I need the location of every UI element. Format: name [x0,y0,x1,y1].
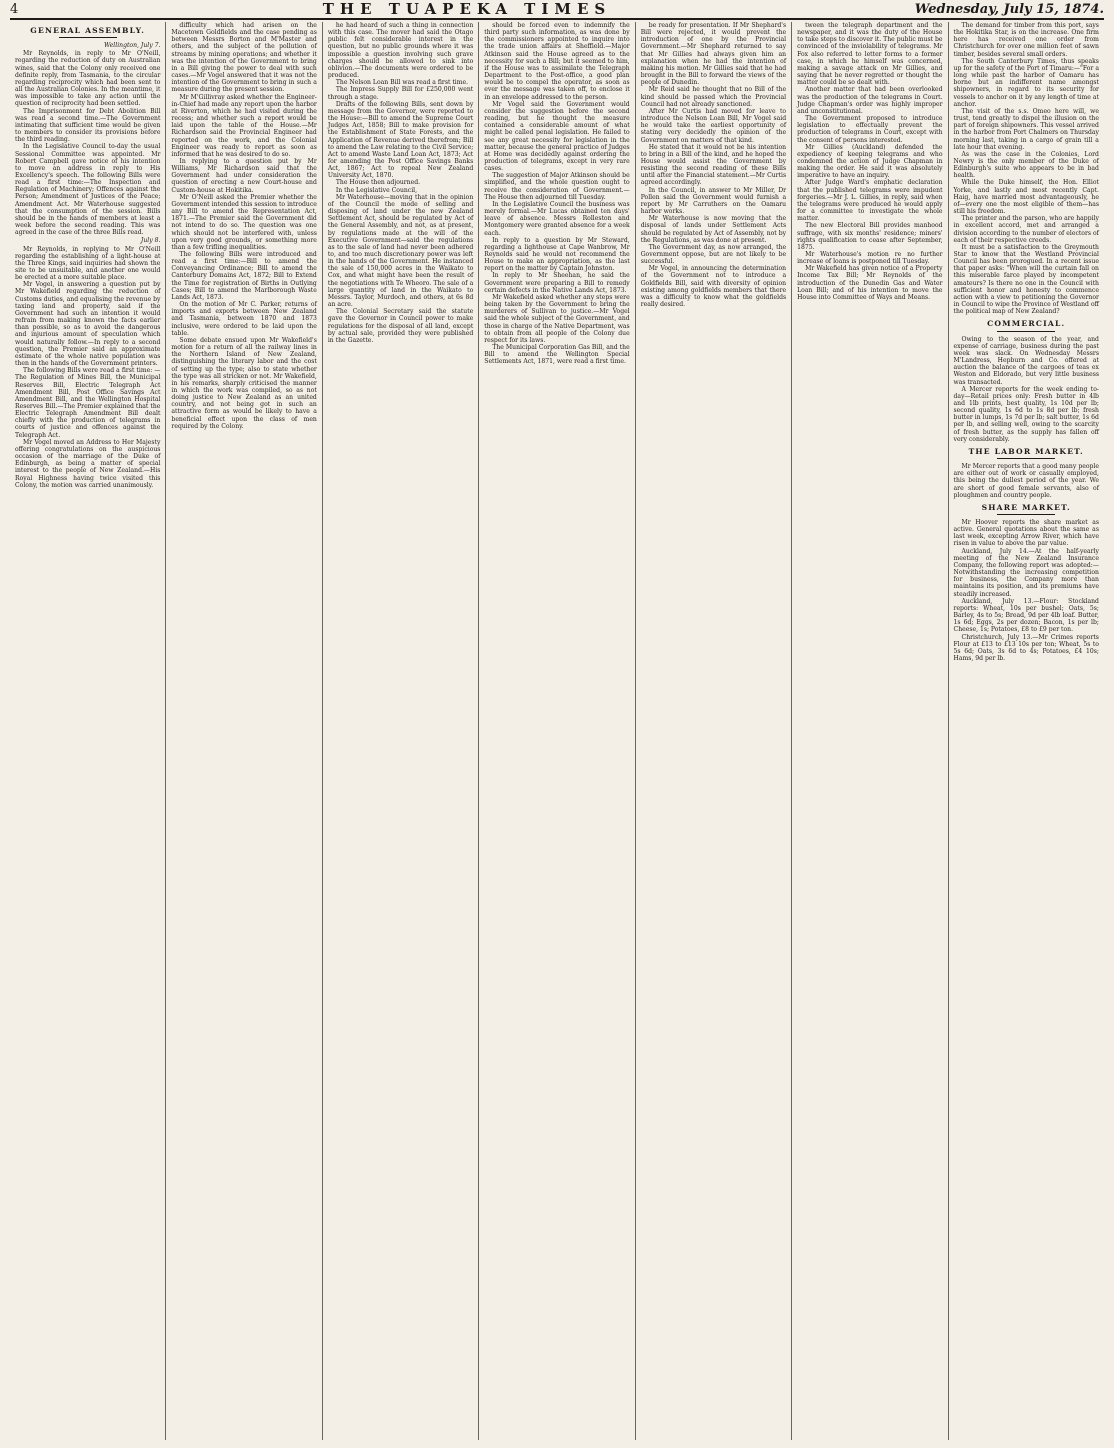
article-paragraph: Mr Gillies (Auckland) defended the expediency of keeping telegrams and who condemned the action of Judge Chapman in making the order. He said it was absolutely imperative to have an inquiry. [797,143,943,180]
dateline: July 8. [140,237,161,245]
article-paragraph: Mr O'Neill asked the Premier whether the Government intended this session to introduce any Bill to amend the Representation Act, 1871.—The Premier said the Government did not intend to do so. The question was one which should not be interfered with, unless upon very good grounds, or something more than a few trifling inequalities. [171,193,317,251]
article-paragraph: Mr Vogel moved an Address to Her Majesty offering congratulations on the auspicious occasion of the marriage of the Duke of Edinburgh, as being a matter of special interest to the people of New Zealand.—His Royal Highness having twice visited this Colony, the motion was carried unanimously. [15,438,161,489]
article-paragraph: Mr Hoover reports the share market as active. General quotations about the same as last week, excepting Arrow River, which have risen in value to above the par value. [953,519,1099,548]
article-paragraph: On the motion of Mr C. Parker, returns of imports and exports between New Zealand and Tasmania, between 1870 and 1873 inclusive, were ordered to be laid upon the table. [171,301,317,337]
article-paragraph: After Judge Ward's emphatic declaration that the published telegrams were impudent forgeries.—Mr J. L. Gillies, in reply, said when the telegrams were produced he would apply for a committee to investigate the whole matter. [797,179,943,223]
article-paragraph: difficulty which had arisen on the Macetown Goldfields and the case pending as between Messrs Borton and M'Master and others, and the subject of the pollution of streams by mining operations; and whether it was the intention of the Government to bring in a Bill giving the power to deal with such cases.—Mr Vogel answered that it was not the intention of the Government to bring in such a measure during the present session. [171,22,317,94]
section-heading-commercial: COMMERCIAL. [954,320,1099,331]
article-paragraph: In reply to a question by Mr Steward, regarding a lighthouse at Cape Wanbrow, Mr Reynolds said he would not recommend the House to make an appropriation, as the last report on the matter by Captain Johnston. [484,236,630,273]
article-paragraph: In the Legislative Council, [335,186,418,194]
issue-date: Wednesday, July 15, 1874. [914,1,1104,17]
article-paragraph: After Mr Curtis had moved for leave to introduce the Nelson Loan Bill, Mr Vogel said he would take the earliest opportunity of stating very decidedly the opinion of the Government on matters of that kind. [640,107,787,144]
column-7 [949,22,1104,1440]
article-paragraph: tween the telegraph department and the newspaper, and it was the duty of the House to take steps to discover it. The public must be convinced of the inviolability of telegrams. Mr Fox also referred to letter forms to a former case, in which he himself was concerned, making a savage attack on Mr Gillies, and saying that he never regretted or thought the matter could be so dealt with. [797,22,943,87]
article-paragraph: Mr M'Gillivray asked whether the Engineer-in-Chief had made any report upon the harbor at Riverton, which he had visited during the recess; and whether such a report would be laid upon the table of the House.—Mr Richardson said the Provincial Engineer had reported on the work, and the Colonial Engineer was ready to report as soon as informed that he was desired to do so. [171,93,317,158]
article-paragraph: Mr Wakefield asked whether any steps were being taken by the Government to bring the murderers of Sullivan to justice.—Mr Vogel said the whole subject of the Government, and those in charge of the Native Department, was to obtain from all people of the Colony due respect for its laws. [484,293,630,344]
column-6 [792,22,948,1440]
column-5 [636,22,792,1440]
article-paragraph: The printer and the parson, who are happily in excellent accord, met and arranged a division according to the number of electors of each of their respective creeds. [953,215,1099,244]
article-paragraph: While the Duke himself, the Hon. Elliot Yorke, and lastly and most recently Capt. Haig, have married most advantageously, he of—every one the most eligible of them—has still his freedom. [953,179,1099,216]
article-paragraph: The visit of the s.s. Omeo here will, we trust, tend greatly to dispel the illusion on the part of foreign shipowners. This vessel arrived in the harbor from Port Chalmers on Thursday morning last, taking in a cargo of grain till a late hour that evening. [953,107,1099,151]
article-paragraph: Mr Vogel, in answering a question put by Mr Wakefield regarding the reduction of Customs duties, and equalising the revenue by taxing land and property, said if the Government had such an intention it would refrain from making known the facts earlier than possible, so as to avoid the dangerous and injurious amount of speculation which would naturally follow.—In reply to a second question, the Premier said an approximate estimate of the whole native population was then in the hands of the Government printers. [15,281,161,368]
article-paragraph: The Government day, as now arranged, the Government oppose, but are not likely to be successful. [640,243,787,266]
column-4 [479,22,635,1440]
article-paragraph: The following Bills were introduced and read a first time:—Bill to amend the Conveyancing Ordinance; Bill to amend the Canterbury Domains Act, 1872; Bill to Extend the Time for registration of Births in Outlying Cases; Bill to amend the Marlborough Waste Lands Act, 1873. [171,251,317,301]
article-paragraph: Mr Vogel said the Government would consider the suggestion before the second reading, but he thought the measure contained a considerable amount of what might be called penal legislation. He failed to see any great necessity for legislation in the matter, because the general practice of Judges at Home was decidedly against ordering the production of telegrams, except in very rare cases. [484,100,630,173]
article-paragraph: In replying to a question put by Mr Williams, Mr Richardson said that the Government had under consideration the question of erecting a new Court-house and Custom-house at Hokitika. [171,157,317,194]
masthead [10,0,1104,20]
column-3 [323,22,479,1440]
article-paragraph: A Mercer reports for the week ending to-day—Retail prices only: Fresh butter in 4lb and 1lb prints, best quality, 1s 10d per lb; second quality, 1s 6d to 1s 8d per lb; fresh butter in lumps, 1s 7d per lb; salt butter, 1s 6d per lb, and selling well, owing to the scarcity of fresh butter, as the supply has fallen off very considerably. [953,385,1099,443]
article-paragraph: should be forced even to indemnify the third party such information, as was done by the commissioners appointed to inquire into the trade union affairs at Sheffield.—Major Atkinson said the House agreed as to the necessity for such a Bill; but it seemed to him, if the House was to assimilate the Telegraph Department to the Post-office, a good plan would be to compel the operator, as soon as ever the message was taken off, to enclose it in an envelope addressed to the person. [484,22,630,101]
article-paragraph: He stated that it would not be his intention to bring in a Bill of the kind, and he hoped the House would assist the Government by resisting the second reading of these Bills until after the Financial statement.—Mr Curtis agreed accordingly. [640,143,787,187]
article-paragraph: The Colonial Secretary said the statute gave the Governor in Council power to make regulations for the disposal of all land, except by actual sale, provided they were published in the Gazette. [327,308,474,344]
article-paragraph: As was the case in the Colonies, Lord Newry is the only member of the Duke of Edinburgh's suite who appears to be in bad health. [953,150,1099,180]
article-paragraph: The Imprisonment for Debt Abolition Bill was read a second time.—The Government intimating that sufficient time would be given to members to consider its provisions before the third reading. [15,107,161,144]
article-paragraph: Mr Waterhouse is now moving that the disposal of lands under Settlement Acts should be regulated by Act of Assembly, not by the Regulations, as was done at present. [640,215,787,244]
article-paragraph: Drafts of the following Bills, sent down by message from the Governor, were reported to the House:—Bill to amend the Supreme Court Judges Act, 1858; Bill to make provision for the Establishment of State Forests, and the Application of Revenue derived therefrom; Bill to amend the Law relating to the Civil Service; Act to amend Waste Land Loan Act, 1873; Act for amending the Post Office Savings Banks Act, 1867; Act to repeal New Zealand University Act, 1870. [327,100,474,180]
article-paragraph: Mr Reynolds, in reply to Mr O'Neill, regarding the reduction of duty on Australian wines, said that the Colony only received one definite reply, from Tasmania, to the circular regarding reciprocity which had been sent to all the Australian Colonies. In the meantime, it was impossible to take any action until the question of reciprocity had been settled. [15,50,161,108]
article-paragraph: Mr Vogel, in announcing the determination of the Government not to introduce a Goldfields Bill, said with diversity of opinion existing among goldfields members that there was a difficulty to know what the goldfields really desired. [640,265,787,309]
article-paragraph: Another matter that had been overlooked was the production of the telegrams in Court. Judge Chapman's order was highly improper and unconstitutional. [797,86,943,115]
article-paragraph: In reply to Mr Sheehan, he said the Government were preparing a Bill to remedy certain defects in the Native Lands Act, 1873. [484,272,630,294]
newspaper-title: THE TUAPEKA TIMES [322,0,612,18]
article-paragraph: Mr Reid said he thought that no Bill of the kind should be passed which the Provincial Council had not already sanctioned. [640,86,787,108]
article-paragraph: Mr Waterhouse's motion re no further increase of loans is postponed till Tuesday. [797,251,943,266]
article-paragraph: The Impress Supply Bill for £250,000 went through a stage. [327,86,474,101]
article-paragraph: In the Council, in answer to Mr Miller, Dr Pollen said the Government would furnish a report by Mr Carruthers on the Oamaru harbor works. [640,186,787,216]
article-paragraph: be ready for presentation. If Mr Shephard's Bill were rejected, it would prevent the introduction of one by the Provincial Government.—Mr Shephard returned to say that Mr Gillies had always given him an explanation when he had the intention of making his motion. Mr Gillies said that he had brought in the Bill to forward the views of the people of Dunedin. [640,22,787,87]
article-paragraph: he had heard of such a thing in connection with this case. The mover had said the Otago public felt considerable interest in the question, but no public grounds where it was impossible a question involving such grave charges should be allowed to sink into oblivion.—The documents were ordered to be produced. [327,22,474,80]
section-heading-share-market: SHARE MARKET. [954,504,1099,515]
article-paragraph: The Municipal Corporation Gas Bill, and the Bill to amend the Wellington Special Settlements Act, 1871, were read a first time. [484,344,630,366]
article-paragraph: Mr Waterhouse—moving that in the opinion of the Council the mode of selling and disposing of land under the new Zealand Settlement Act, should be regulated by Act of the General Assembly, and not, as at present, by regulations made at the will of the Executive Government—said the regulations as to the sale of land had never been adhered to, and too much discretionary power was left in the hands of the Government. He instanced the sale of 150,000 acres in the Waikato to Cox, and what might have been the result of the negotiations with Te Wheoro. The sale of a large quantity of land in the Waikato to Messrs. Taylor, Murdoch, and others, at 6s 8d an acre. [327,193,474,309]
article-paragraph: The Nelson Loan Bill was read a first time. [335,79,469,87]
article-paragraph: The demand for timber from this port, says the Hokitika Star, is on the increase. One firm here has received one order from Christchurch for over one million feet of sawn timber, besides several small orders. [953,22,1099,58]
article-paragraph: Owing to the season of the year, and expense of carriage, business during the past week was slack. On Wednesday Messrs M'Landress, Hepburn and Co. offered at auction the balance of the cargoes of teas ex Weston and Eldorado, but very little business was transacted. [953,335,1099,386]
article-paragraph: Auckland, July 14.—At the half-yearly meeting of the New Zealand Insurance Company, the following report was adopted:—Notwithstanding the increasing competition for business, the Company more than maintains its position, and its premiums have steadily increased. [953,547,1099,598]
article-paragraph: It must be a satisfaction to the Greymouth Star to know that the Westland Provincial Council has been prorogued. In a recent issue that paper asks: "When will the curtain fall on this miserable farce played by incompetent amateurs? Is there no one in the Council with sufficient honor and honesty to commence action with a view to petitioning the Governor in Council to wipe the Province of Westland off the political map of New Zealand? [953,243,1099,316]
column-1 [10,22,166,1440]
article-paragraph: The House then adjourned. [335,179,421,187]
article-paragraph: Mr Mercer reports that a good many people are either out of work or casually employed, this being the dullest period of the year. We are short of good female servants, also of ploughmen and country people. [953,463,1099,499]
article-paragraph: The suggestion of Major Atkinson should be simplified, and the whole question ought to receive the consideration of Government.—The House then adjourned till Tuesday. [484,172,630,201]
article-paragraph: The Government proposed to introduce legislation to effectually prevent the production of telegrams in Court, except with the consent of persons interested. [797,115,943,144]
dateline: Wellington, July 7. [103,42,161,50]
page-number: 4 [10,1,19,17]
columns-container [10,22,1104,1440]
column-2 [166,22,322,1440]
section-heading-general-assembly: GENERAL ASSEMBLY. [15,27,160,38]
article-paragraph: The new Electoral Bill provides manhood suffrage, with six months' residence; miners' rights qualification to cease after September, 1875. [797,222,943,251]
article-paragraph: In the Legislative Council the business was merely formal.—Mr Lucas obtained ten days' leave of absence. Messrs Rolleston and Montgomery were granted absence for a week each. [484,200,630,237]
article-paragraph: Christchurch, July 13.—Mr Crimes reports Flour at £13 to £13 10s per ton; Wheat, 5s to 5s 6d; Oats, 3s 6d to 4s; Potatoes, £4 10s; Hams, 9d per lb. [953,633,1099,662]
article-paragraph: Mr Wakefield has given notice of a Property Income Tax Bill; Mr Reynolds of the introduction of the Dunedin Gas and Water Loan Bill; and of his intention to move the House into Committee of Ways and Means. [797,265,943,301]
article-paragraph: The South Canterbury Times, thus speaks up for the safety of the Port of Timaru:—"For a long while past the harbor of Oamaru has borne but an indifferent name amongst shipowners, in regard to its security for vessels to anchor on it by any length of time at anchor. [953,57,1099,108]
article-paragraph: In the Legislative Council to-day the usual Sessional Committee was appointed. Mr Robert Campbell gave notice of his intention to move an address in reply to His Excellency's speech. The following Bills were read a first time:—The Inspection and Regulation of Machinery; Offences against the Person; Amendment of Justices of the Peace; Amendment Act. Mr Waterhouse suggested that the consumption of the session. Bills should be in the hands of members at least a week before the second reading. This was agreed in the case of the three Bills read. [15,143,161,237]
article-paragraph: Mr Reynolds, in replying to Mr O'Neill regarding the establishing of a light-house at the Three Kings, said inquiries had shown the site to be unsuitable, and another one would be erected at a more suitable place. [15,245,161,282]
article-paragraph: The following Bills were read a first time: —The Regulation of Mines Bill, the Municipal Reserves Bill, Electric Telegraph Act Amendment Bill, Post Office Savings Act Amendment Bill, and the Wellington Hospital Reserves Bill.—The Premier explained that the Electric Telegraph Amendment Bill dealt chiefly with the production of telegrams in courts of justice and offences against the Telegraph Act. [15,367,161,439]
section-heading-labor-market: THE LABOR MARKET. [954,448,1099,459]
article-paragraph: Some debate ensued upon Mr Wakefield's motion for a return of all the railway lines in the Northern Island of New Zealand, distinguishing the literary labor and the cost of setting up the type; also to state whether the type was all stricken or not. Mr Wakefield, in his remarks, sharply criticised the manner in which the work was compiled, so as not doing justice to New Zealand as an united country, and not being got in such an attractive form as would be likely to have a beneficial effect upon the class of men required by the Colony. [171,336,317,430]
article-paragraph: Auckland, July 13.—Flour: Stockland reports: Wheat, 10s per bushel; Oats, 5s; Barley, 4s to 5s; Bread, 9d per 4lb loaf. Butter, 1s 6d; Eggs, 2s per dozen; Bacon, 1s per lb; Cheese, 1s; Potatoes, £8 to £9 per ton. [953,597,1099,634]
